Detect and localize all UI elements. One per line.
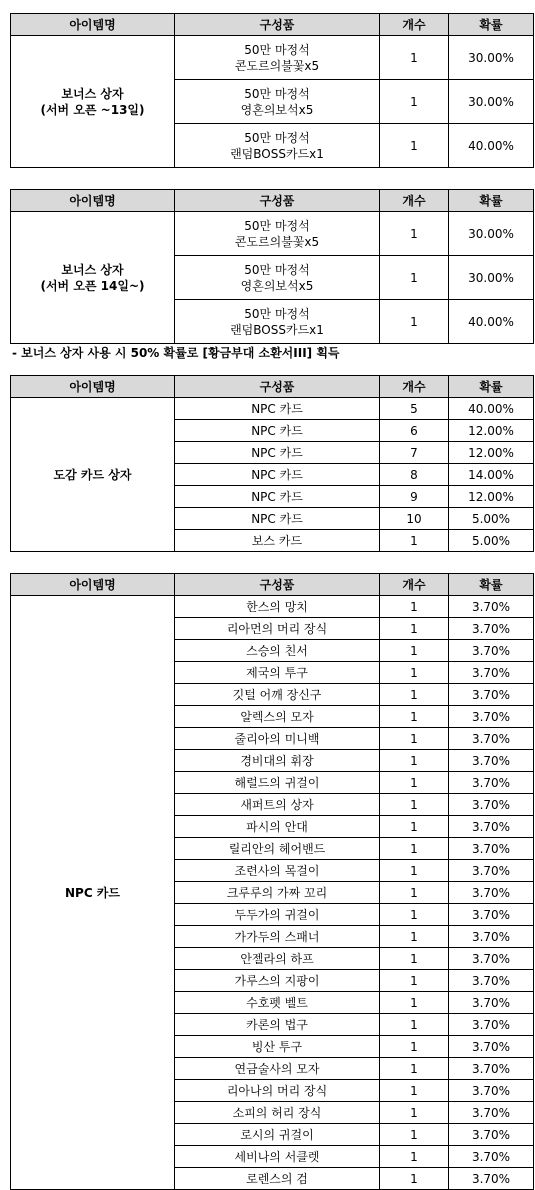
probability-cell: 3.70% bbox=[449, 662, 534, 684]
contents-cell: 파시의 안대 bbox=[175, 816, 380, 838]
contents-cell: 리아나의 머리 장식 bbox=[175, 1080, 380, 1102]
count-cell: 1 bbox=[380, 706, 449, 728]
count-cell: 1 bbox=[380, 1036, 449, 1058]
count-cell: 1 bbox=[380, 1102, 449, 1124]
contents-cell: 한스의 망치 bbox=[175, 596, 380, 618]
contents-line: 50만 마정석 bbox=[244, 86, 310, 101]
bonus-box-table-until-day13 bbox=[10, 13, 534, 168]
item-name: 보너스 상자 bbox=[61, 262, 124, 277]
contents-line: 랜덤BOSS카드x1 bbox=[230, 322, 324, 337]
probability-cell: 3.70% bbox=[449, 1014, 534, 1036]
collection-card-box-table bbox=[10, 375, 534, 552]
probability-cell: 3.70% bbox=[449, 1058, 534, 1080]
contents-cell: 연금술사의 모자 bbox=[175, 1058, 380, 1080]
npc-card-table bbox=[10, 573, 534, 1190]
count-cell: 1 bbox=[380, 1168, 449, 1190]
count-cell: 6 bbox=[380, 420, 449, 442]
contents-cell bbox=[175, 256, 380, 300]
item-name: 보너스 상자 bbox=[61, 86, 124, 101]
table-row bbox=[11, 398, 534, 420]
contents-cell bbox=[175, 36, 380, 80]
probability-cell: 3.70% bbox=[449, 992, 534, 1014]
probability-cell: 3.70% bbox=[449, 1146, 534, 1168]
count-cell: 1 bbox=[380, 212, 449, 256]
contents-line: 영혼의보석x5 bbox=[240, 102, 314, 117]
count-cell: 1 bbox=[380, 1058, 449, 1080]
header-item-name: 아이템명 bbox=[11, 190, 175, 212]
probability-cell: 3.70% bbox=[449, 838, 534, 860]
header-probability: 확률 bbox=[449, 574, 534, 596]
item-name-cell bbox=[11, 212, 175, 344]
count-cell: 10 bbox=[380, 508, 449, 530]
contents-cell bbox=[175, 212, 380, 256]
count-cell: 1 bbox=[380, 618, 449, 640]
contents-cell bbox=[175, 300, 380, 344]
table-row bbox=[11, 596, 534, 618]
count-cell: 1 bbox=[380, 1124, 449, 1146]
contents-cell: 카론의 법구 bbox=[175, 1014, 380, 1036]
count-cell: 1 bbox=[380, 662, 449, 684]
contents-line: 50만 마정석 bbox=[244, 218, 310, 233]
probability-cell: 3.70% bbox=[449, 1124, 534, 1146]
header-item-name: 아이템명 bbox=[11, 574, 175, 596]
contents-cell: NPC 카드 bbox=[175, 442, 380, 464]
table-row bbox=[11, 36, 534, 80]
count-cell: 9 bbox=[380, 486, 449, 508]
count-cell: 1 bbox=[380, 684, 449, 706]
probability-cell: 30.00% bbox=[449, 80, 534, 124]
item-name-period: (서버 오픈 14일~) bbox=[40, 278, 145, 293]
contents-cell: 보스 카드 bbox=[175, 530, 380, 552]
count-cell: 1 bbox=[380, 1014, 449, 1036]
probability-cell: 3.70% bbox=[449, 640, 534, 662]
header-row bbox=[11, 376, 534, 398]
header-item-name: 아이템명 bbox=[11, 14, 175, 36]
probability-cell: 40.00% bbox=[449, 398, 534, 420]
contents-cell: 크루루의 가짜 꼬리 bbox=[175, 882, 380, 904]
contents-cell: 줄리아의 미니백 bbox=[175, 728, 380, 750]
header-contents: 구성품 bbox=[175, 14, 380, 36]
probability-cell: 30.00% bbox=[449, 256, 534, 300]
count-cell: 1 bbox=[380, 36, 449, 80]
table-row bbox=[11, 212, 534, 256]
probability-cell: 3.70% bbox=[449, 772, 534, 794]
count-cell: 1 bbox=[380, 596, 449, 618]
count-cell: 1 bbox=[380, 728, 449, 750]
contents-cell: 안젤라의 하프 bbox=[175, 948, 380, 970]
count-cell: 1 bbox=[380, 992, 449, 1014]
item-name-cell: NPC 카드 bbox=[11, 596, 175, 1190]
count-cell: 8 bbox=[380, 464, 449, 486]
contents-cell: NPC 카드 bbox=[175, 420, 380, 442]
probability-cell: 12.00% bbox=[449, 486, 534, 508]
contents-line: 50만 마정석 bbox=[244, 262, 310, 277]
contents-cell: 소피의 허리 장식 bbox=[175, 1102, 380, 1124]
count-cell: 1 bbox=[380, 750, 449, 772]
header-row bbox=[11, 190, 534, 212]
contents-cell: 수호펫 벨트 bbox=[175, 992, 380, 1014]
count-cell: 1 bbox=[380, 970, 449, 992]
header-probability: 확률 bbox=[449, 14, 534, 36]
contents-cell: 가가두의 스패너 bbox=[175, 926, 380, 948]
count-cell: 1 bbox=[380, 1146, 449, 1168]
contents-line: 랜덤BOSS카드x1 bbox=[230, 146, 324, 161]
contents-cell: 두두가의 귀걸이 bbox=[175, 904, 380, 926]
contents-cell: 릴리안의 헤어밴드 bbox=[175, 838, 380, 860]
count-cell: 1 bbox=[380, 904, 449, 926]
contents-cell: 조련사의 목걸이 bbox=[175, 860, 380, 882]
contents-cell: NPC 카드 bbox=[175, 398, 380, 420]
contents-line: 50만 마정석 bbox=[244, 42, 310, 57]
contents-cell bbox=[175, 80, 380, 124]
count-cell: 1 bbox=[380, 860, 449, 882]
probability-cell: 3.70% bbox=[449, 948, 534, 970]
header-count: 개수 bbox=[380, 574, 449, 596]
probability-cell: 3.70% bbox=[449, 904, 534, 926]
contents-cell: 깃털 어깨 장신구 bbox=[175, 684, 380, 706]
contents-cell bbox=[175, 124, 380, 168]
contents-line: 영혼의보석x5 bbox=[240, 278, 314, 293]
contents-cell: 로시의 귀걸이 bbox=[175, 1124, 380, 1146]
item-name-cell: 도감 카드 상자 bbox=[11, 398, 175, 552]
count-cell: 5 bbox=[380, 398, 449, 420]
count-cell: 1 bbox=[380, 882, 449, 904]
probability-cell: 3.70% bbox=[449, 728, 534, 750]
header-contents: 구성품 bbox=[175, 574, 380, 596]
probability-cell: 3.70% bbox=[449, 816, 534, 838]
contents-cell: 빙산 투구 bbox=[175, 1036, 380, 1058]
probability-cell: 3.70% bbox=[449, 618, 534, 640]
count-cell: 1 bbox=[380, 816, 449, 838]
probability-cell: 3.70% bbox=[449, 926, 534, 948]
contents-line: 50만 마정석 bbox=[244, 306, 310, 321]
probability-cell: 30.00% bbox=[449, 36, 534, 80]
contents-line: 콘도르의불꽃x5 bbox=[234, 58, 320, 73]
count-cell: 1 bbox=[380, 948, 449, 970]
probability-cell: 40.00% bbox=[449, 124, 534, 168]
probability-cell: 5.00% bbox=[449, 530, 534, 552]
header-row bbox=[11, 14, 534, 36]
header-item-name: 아이템명 bbox=[11, 376, 175, 398]
probability-cell: 3.70% bbox=[449, 794, 534, 816]
item-name-period: (서버 오픈 ~13일) bbox=[40, 102, 145, 117]
probability-cell: 3.70% bbox=[449, 1102, 534, 1124]
contents-cell: 경비대의 휘장 bbox=[175, 750, 380, 772]
probability-cell: 5.00% bbox=[449, 508, 534, 530]
count-cell: 1 bbox=[380, 772, 449, 794]
contents-cell: NPC 카드 bbox=[175, 486, 380, 508]
probability-cell: 14.00% bbox=[449, 464, 534, 486]
count-cell: 1 bbox=[380, 530, 449, 552]
contents-cell: 제국의 투구 bbox=[175, 662, 380, 684]
item-name-cell bbox=[11, 36, 175, 168]
header-probability: 확률 bbox=[449, 376, 534, 398]
contents-cell: 스승의 친서 bbox=[175, 640, 380, 662]
probability-cell: 30.00% bbox=[449, 212, 534, 256]
count-cell: 1 bbox=[380, 300, 449, 344]
contents-cell: 새퍼트의 상자 bbox=[175, 794, 380, 816]
count-cell: 1 bbox=[380, 926, 449, 948]
header-probability: 확률 bbox=[449, 190, 534, 212]
count-cell: 1 bbox=[380, 838, 449, 860]
contents-cell: 세비나의 서클렛 bbox=[175, 1146, 380, 1168]
bonus-box-table-from-day14 bbox=[10, 189, 534, 344]
contents-cell: NPC 카드 bbox=[175, 464, 380, 486]
probability-cell: 3.70% bbox=[449, 1168, 534, 1190]
count-cell: 1 bbox=[380, 256, 449, 300]
contents-line: 콘도르의불꽃x5 bbox=[234, 234, 320, 249]
header-row bbox=[11, 574, 534, 596]
contents-cell: 리아먼의 머리 장식 bbox=[175, 618, 380, 640]
probability-cell: 12.00% bbox=[449, 442, 534, 464]
contents-line: 50만 마정석 bbox=[244, 130, 310, 145]
count-cell: 1 bbox=[380, 80, 449, 124]
contents-cell: 알렉스의 모자 bbox=[175, 706, 380, 728]
probability-cell: 3.70% bbox=[449, 750, 534, 772]
bonus-note: - 보너스 상자 사용 시 50% 확률로 [황금부대 소환서III] 획득 bbox=[12, 346, 340, 360]
count-cell: 1 bbox=[380, 794, 449, 816]
probability-cell: 12.00% bbox=[449, 420, 534, 442]
contents-cell: 가루스의 지팡이 bbox=[175, 970, 380, 992]
probability-cell: 3.70% bbox=[449, 1036, 534, 1058]
contents-cell: 해럴드의 귀걸이 bbox=[175, 772, 380, 794]
contents-cell: 로렌스의 검 bbox=[175, 1168, 380, 1190]
count-cell: 1 bbox=[380, 1080, 449, 1102]
contents-cell: NPC 카드 bbox=[175, 508, 380, 530]
header-contents: 구성품 bbox=[175, 190, 380, 212]
probability-cell: 3.70% bbox=[449, 860, 534, 882]
probability-cell: 3.70% bbox=[449, 882, 534, 904]
probability-cell: 3.70% bbox=[449, 706, 534, 728]
count-cell: 7 bbox=[380, 442, 449, 464]
count-cell: 1 bbox=[380, 640, 449, 662]
probability-cell: 40.00% bbox=[449, 300, 534, 344]
header-count: 개수 bbox=[380, 376, 449, 398]
count-cell: 1 bbox=[380, 124, 449, 168]
probability-cell: 3.70% bbox=[449, 970, 534, 992]
header-count: 개수 bbox=[380, 190, 449, 212]
probability-cell: 3.70% bbox=[449, 1080, 534, 1102]
probability-cell: 3.70% bbox=[449, 596, 534, 618]
header-contents: 구성품 bbox=[175, 376, 380, 398]
header-count: 개수 bbox=[380, 14, 449, 36]
probability-cell: 3.70% bbox=[449, 684, 534, 706]
